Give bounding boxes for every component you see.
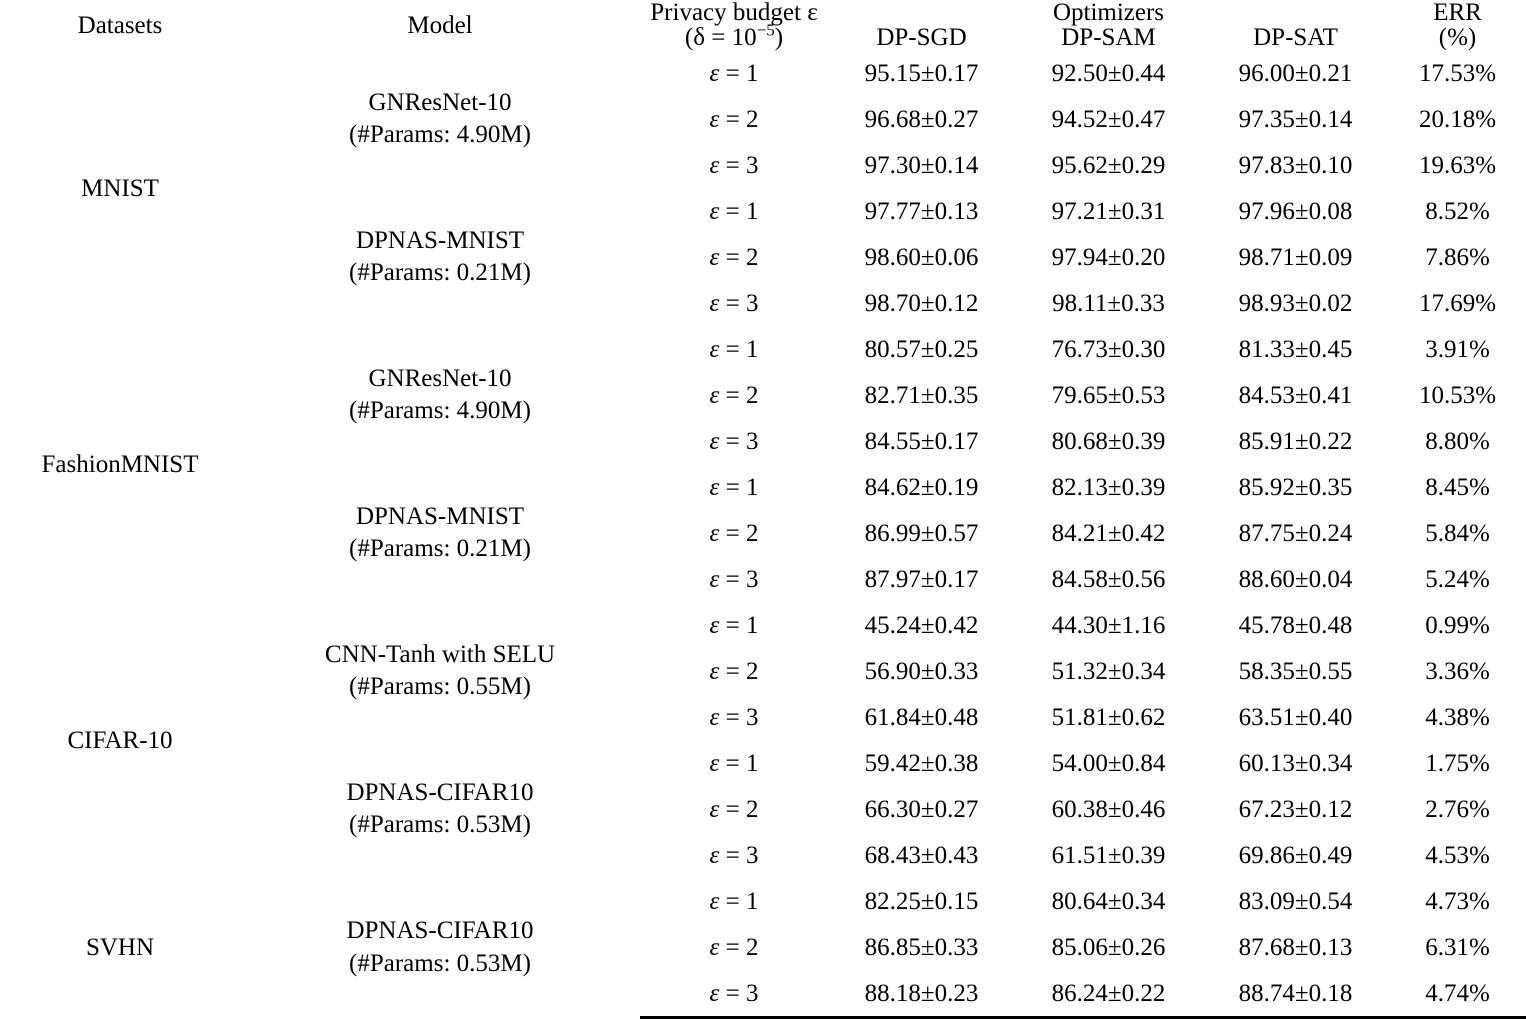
delta-suffix: ) [774, 24, 784, 51]
table-row [0, 326, 1526, 372]
dp-sam-value: 80.64±0.34 [1051, 887, 1166, 915]
dp-sat-value: 97.96±0.08 [1238, 197, 1353, 225]
epsilon-value: ε = 1 [709, 887, 759, 915]
dp-sgd-value: 98.70±0.12 [864, 289, 979, 317]
delta-exponent: −5 [756, 20, 775, 40]
dp-sat-value: 60.13±0.34 [1238, 749, 1353, 777]
epsilon-value: ε = 1 [709, 611, 759, 639]
err-value: 2.76% [1425, 795, 1490, 823]
err-value: 10.53% [1418, 381, 1497, 409]
dataset-name: FashionMNIST [41, 450, 199, 478]
epsilon-value: ε = 2 [709, 657, 759, 685]
dp-sam-value: 44.30±1.16 [1051, 611, 1166, 639]
dp-sam-value: 76.73±0.30 [1051, 335, 1166, 363]
table-body [0, 50, 1526, 1018]
dp-sat-value: 98.71±0.09 [1238, 243, 1353, 271]
epsilon-value: ε = 1 [709, 59, 759, 87]
model-cell [240, 326, 640, 464]
column-header-err [1389, 0, 1526, 50]
dp-sgd-value: 88.18±0.23 [828, 970, 1015, 1018]
dataset-name: MNIST [81, 174, 159, 202]
dp-sat-value: 98.93±0.02 [1238, 289, 1353, 317]
dp-sgd-value: 86.85±0.33 [864, 933, 979, 961]
epsilon-value: ε = 3 [640, 970, 828, 1018]
epsilon-value: ε = 3 [709, 703, 759, 731]
dp-sgd-value: 56.90±0.33 [864, 657, 979, 685]
dp-sat-value: 45.78±0.48 [1238, 611, 1353, 639]
model-name: GNResNet-10 [368, 364, 512, 392]
err-value: 4.73% [1425, 887, 1490, 915]
dp-sam-value: 51.32±0.34 [1051, 657, 1166, 685]
dp-sam-value: 84.21±0.42 [1051, 519, 1166, 547]
model-cell [240, 188, 640, 326]
dp-sat-value: 69.86±0.49 [1238, 841, 1353, 869]
err-unit: (%) [1438, 24, 1477, 51]
model-cell [240, 464, 640, 602]
epsilon-value: ε = 2 [709, 105, 759, 133]
dp-sam-value: 97.94±0.20 [1051, 243, 1166, 271]
err-value: 4.74% [1389, 970, 1526, 1018]
epsilon-value: ε = 2 [709, 933, 759, 961]
epsilon-value: ε = 2 [709, 243, 759, 271]
err-value: 8.80% [1425, 427, 1490, 455]
column-header-dp-sat: DP-SAT [1253, 24, 1338, 51]
dp-sam-value: 60.38±0.46 [1051, 795, 1166, 823]
err-value: 17.69% [1418, 289, 1497, 317]
dp-sgd-value: 82.71±0.35 [864, 381, 979, 409]
dp-sam-value: 79.65±0.53 [1051, 381, 1166, 409]
dp-sgd-value: 96.68±0.27 [864, 105, 979, 133]
model-cell [240, 878, 640, 1018]
dp-sam-value: 84.58±0.56 [1051, 565, 1166, 593]
dp-sgd-value: 86.99±0.57 [864, 519, 979, 547]
model-param-count: (#Params: 0.53M) [349, 949, 531, 977]
table-row [0, 50, 1526, 96]
err-value: 7.86% [1425, 243, 1490, 271]
err-value: 4.38% [1425, 703, 1490, 731]
err-value: 6.31% [1425, 933, 1490, 961]
dp-sgd-value: 97.77±0.13 [864, 197, 979, 225]
epsilon-value: ε = 1 [709, 473, 759, 501]
column-header-privacy-budget [640, 0, 828, 50]
dp-sgd-value: 84.62±0.19 [864, 473, 979, 501]
dp-sat-value: 97.83±0.10 [1238, 151, 1353, 179]
err-label: ERR [1433, 0, 1482, 26]
dp-sgd-value: 66.30±0.27 [864, 795, 979, 823]
epsilon-value: ε = 3 [709, 565, 759, 593]
dp-sat-value: 97.35±0.14 [1238, 105, 1353, 133]
model-cell [240, 740, 640, 878]
dp-sgd-value: 87.97±0.17 [864, 565, 979, 593]
err-value: 1.75% [1425, 749, 1490, 777]
dp-sgd-value: 59.42±0.38 [864, 749, 979, 777]
model-name: DPNAS-CIFAR10 [346, 917, 534, 945]
dp-sat-value: 88.60±0.04 [1238, 565, 1353, 593]
dp-sat-value: 87.68±0.13 [1238, 933, 1353, 961]
model-param-count: (#Params: 4.90M) [349, 397, 531, 424]
dp-sgd-value: 98.60±0.06 [864, 243, 979, 271]
err-value: 3.36% [1425, 657, 1490, 685]
dp-sam-value: 82.13±0.39 [1051, 473, 1166, 501]
dp-sam-value: 61.51±0.39 [1051, 841, 1166, 869]
column-group-header-optimizers: Optimizers [1052, 0, 1165, 26]
dp-sat-value: 85.91±0.22 [1238, 427, 1353, 455]
dp-sgd-value: 97.30±0.14 [864, 151, 979, 179]
delta-prefix: (δ = 10 [684, 24, 757, 51]
err-value: 0.99% [1425, 611, 1490, 639]
dp-sam-value: 95.62±0.29 [1051, 151, 1166, 179]
column-header-dp-sam: DP-SAM [1061, 24, 1156, 51]
err-value: 8.45% [1425, 473, 1490, 501]
dataset-name: SVHN [85, 934, 155, 962]
err-value: 20.18% [1418, 105, 1497, 133]
model-param-count: (#Params: 0.55M) [349, 673, 531, 700]
epsilon-value: ε = 3 [709, 427, 759, 455]
model-name: DPNAS-MNIST [355, 226, 525, 254]
table-row [0, 602, 1526, 648]
err-value: 5.84% [1425, 519, 1490, 547]
dp-sat-value: 88.74±0.18 [1202, 970, 1389, 1018]
table-row [0, 878, 1526, 924]
epsilon-value: ε = 2 [709, 519, 759, 547]
dp-sgd-value: 61.84±0.48 [864, 703, 979, 731]
table-header [0, 0, 1526, 50]
dp-sat-value: 85.92±0.35 [1238, 473, 1353, 501]
column-header-dp-sgd: DP-SGD [876, 24, 967, 51]
dp-sam-value: 98.11±0.33 [1052, 289, 1165, 317]
epsilon-value: ε = 2 [709, 381, 759, 409]
dp-sgd-value: 95.15±0.17 [864, 59, 979, 87]
err-value: 3.91% [1425, 335, 1490, 363]
dp-sam-value: 94.52±0.47 [1051, 105, 1166, 133]
dp-sat-value: 87.75±0.24 [1238, 519, 1353, 547]
epsilon-value: ε = 3 [709, 151, 759, 179]
model-param-count: (#Params: 0.53M) [349, 811, 531, 838]
model-name: CNN-Tanh with SELU [324, 640, 556, 668]
dp-sam-value: 80.68±0.39 [1051, 427, 1166, 455]
dp-sam-value: 85.06±0.26 [1051, 933, 1166, 961]
err-value: 5.24% [1425, 565, 1490, 593]
err-value: 17.53% [1418, 59, 1497, 87]
dp-sgd-value: 82.25±0.15 [864, 887, 979, 915]
dp-sam-value: 86.24±0.22 [1015, 970, 1202, 1018]
column-header-datasets: Datasets [77, 11, 163, 39]
model-name: DPNAS-CIFAR10 [346, 778, 534, 806]
err-value: 4.53% [1425, 841, 1490, 869]
model-param-count: (#Params: 4.90M) [349, 121, 531, 148]
model-cell [240, 602, 640, 740]
dp-sgd-value: 84.55±0.17 [864, 427, 979, 455]
dp-sam-value: 51.81±0.62 [1051, 703, 1166, 731]
column-header-model: Model [407, 11, 473, 39]
privacy-budget-epsilon: Privacy budget ε [650, 0, 818, 26]
dp-sgd-value: 45.24±0.42 [864, 611, 979, 639]
model-param-count: (#Params: 0.21M) [349, 535, 531, 562]
dp-sat-value: 63.51±0.40 [1238, 703, 1353, 731]
dp-sat-value: 96.00±0.21 [1238, 59, 1353, 87]
dp-sat-value: 81.33±0.45 [1238, 335, 1353, 363]
dataset-name: CIFAR-10 [67, 726, 173, 754]
dp-sat-value: 84.53±0.41 [1238, 381, 1353, 409]
dp-sgd-value: 68.43±0.43 [864, 841, 979, 869]
dp-sat-value: 67.23±0.12 [1238, 795, 1353, 823]
epsilon-value: ε = 3 [709, 289, 759, 317]
model-name: DPNAS-MNIST [355, 502, 525, 530]
dp-sam-value: 54.00±0.84 [1051, 749, 1166, 777]
dp-sam-value: 97.21±0.31 [1051, 197, 1166, 225]
header-row-1 [0, 0, 1526, 25]
dp-sam-value: 92.50±0.44 [1051, 59, 1166, 87]
dp-sat-value: 83.09±0.54 [1238, 887, 1353, 915]
epsilon-value: ε = 1 [709, 335, 759, 363]
epsilon-value: ε = 3 [709, 841, 759, 869]
epsilon-value: ε = 1 [709, 749, 759, 777]
model-name: GNResNet-10 [368, 88, 512, 116]
dp-sat-value: 58.35±0.55 [1238, 657, 1353, 685]
privacy-budget-delta [640, 20, 828, 51]
epsilon-value: ε = 2 [709, 795, 759, 823]
err-value: 19.63% [1418, 151, 1497, 179]
model-param-count: (#Params: 0.21M) [349, 259, 531, 286]
err-value: 8.52% [1425, 197, 1490, 225]
epsilon-value: ε = 1 [709, 197, 759, 225]
model-cell [240, 50, 640, 188]
dp-sgd-value: 80.57±0.25 [864, 335, 979, 363]
